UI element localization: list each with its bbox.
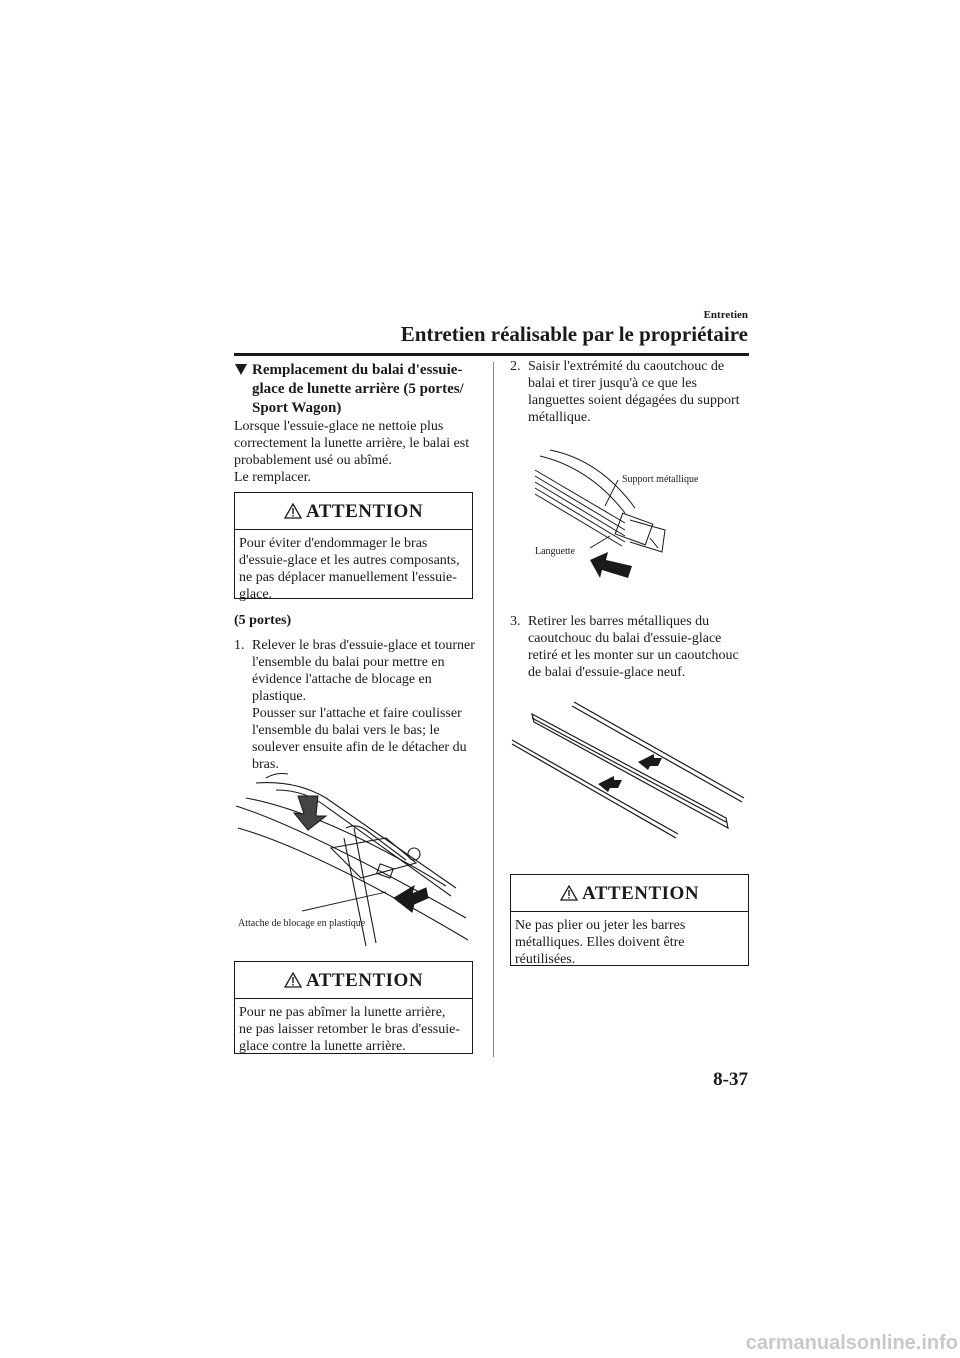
figure-label-support: Support métallique bbox=[622, 474, 699, 485]
intro-text: Lorsque l'essuie-glace ne nettoie plus correctement la lunette arrière, le balai est probablement usé ou abîmé. bbox=[234, 419, 470, 468]
step-3 bbox=[510, 613, 745, 681]
blade-support-illustration bbox=[530, 448, 740, 583]
step-2 bbox=[510, 358, 745, 426]
step-1 bbox=[234, 637, 479, 773]
triangle-down-icon bbox=[234, 362, 248, 382]
warning-icon bbox=[284, 503, 302, 525]
caution-box-2 bbox=[234, 961, 473, 1054]
column-divider bbox=[493, 362, 494, 1057]
page-number: 8-37 bbox=[713, 1069, 748, 1090]
figure-wiper-clip bbox=[236, 768, 476, 948]
caution-text-1: Pour éviter d'endommager le bras d'essuie-glace et les autres composants, ne pas déplacer manuellement l'essuie-glace. bbox=[239, 536, 460, 602]
warning-icon bbox=[284, 972, 302, 994]
caution-title-1 bbox=[235, 493, 472, 529]
figure-label-languette: Languette bbox=[535, 546, 575, 557]
step-number: 3. bbox=[510, 614, 521, 629]
header-rule bbox=[234, 353, 749, 356]
figure-blade-support bbox=[530, 448, 740, 583]
caution-box-1 bbox=[234, 492, 473, 602]
figure-label-attache: Attache de blocage en plastique bbox=[238, 918, 366, 929]
figure-metal-bars bbox=[510, 700, 750, 840]
step-text: Retirer les barres métalliques du caoutchouc du balai d'essuie-glace retiré et les monter sur un caoutchouc de balai d'essuie-glace neuf. bbox=[528, 614, 739, 680]
caution-text-3: Ne pas plier ou jeter les barres métalliques. Elles doivent être réutilisées. bbox=[515, 918, 686, 967]
caution-title-text-2: ATTENTION bbox=[305, 970, 424, 991]
step-text: Relever le bras d'essuie-glace et tourner l'ensemble du balai pour mettre en évidence l'attache de blocage en plastique. bbox=[252, 638, 475, 704]
section-heading bbox=[234, 361, 484, 418]
footer-watermark: carmanualsonline.info bbox=[745, 1332, 958, 1354]
metal-bars-illustration bbox=[510, 700, 750, 840]
caution-title-text-3: ATTENTION bbox=[581, 883, 700, 904]
step-number: 2. bbox=[510, 359, 521, 374]
intro-paragraph bbox=[234, 418, 484, 486]
intro-text-2: Le remplacer. bbox=[234, 470, 311, 485]
caution-title-3 bbox=[511, 875, 748, 911]
caution-box-3 bbox=[510, 874, 749, 966]
step-text-2: Pousser sur l'attache et faire coulisser l'ensemble du balai vers le bas; le soulever ensuite afin de le détacher du bras. bbox=[252, 706, 467, 772]
subheading-5-portes: (5 portes) bbox=[234, 613, 292, 628]
caution-text-2: Pour ne pas abîmer la lunette arrière, ne pas laisser retomber le bras d'essuie-glace contre la lunette arrière. bbox=[239, 1005, 460, 1054]
caution-title-2 bbox=[235, 962, 472, 998]
page-title: Entretien réalisable par le propriétaire bbox=[400, 322, 748, 346]
warning-icon bbox=[560, 885, 578, 907]
section-heading-text: Remplacement du balai d'essuie-glace de lunette arrière (5 portes/ Sport Wagon) bbox=[252, 362, 464, 416]
caution-title-text-1: ATTENTION bbox=[305, 501, 424, 522]
header-section: Entretien bbox=[703, 309, 748, 321]
step-text: Saisir l'extrémité du caoutchouc de balai et tirer jusqu'à ce que les languettes soient dégagées du support métallique. bbox=[528, 359, 740, 425]
step-number: 1. bbox=[234, 638, 245, 653]
